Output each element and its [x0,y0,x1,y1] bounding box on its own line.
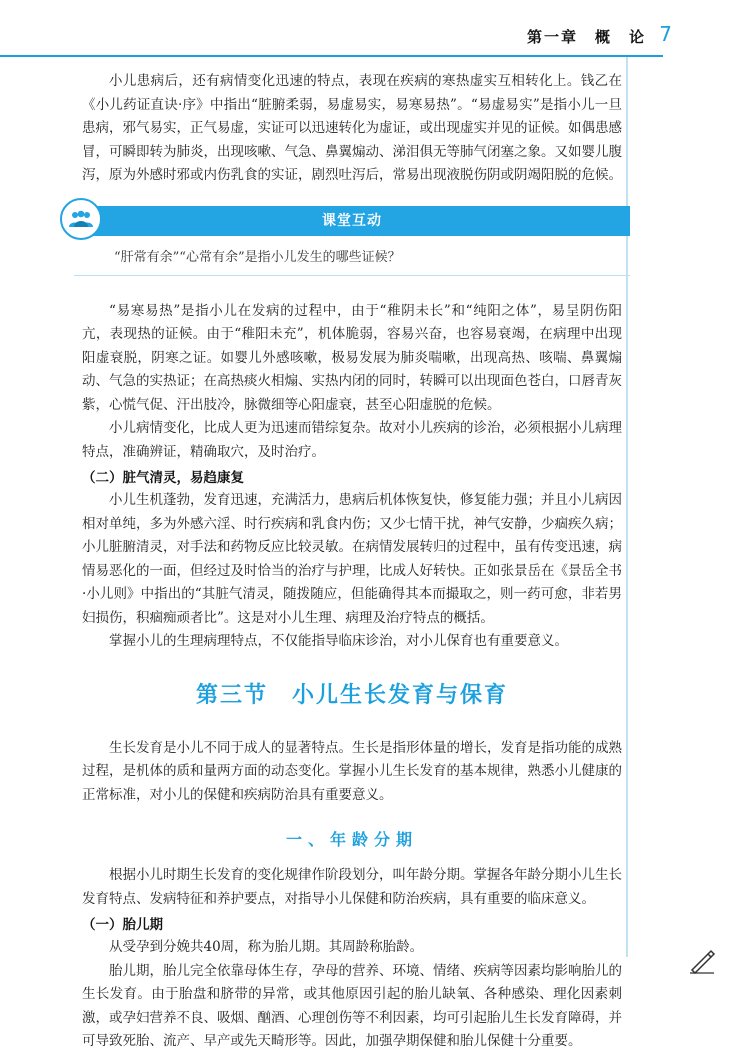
header-rule [0,55,663,57]
paragraph: 生长发育是小儿不同于成人的显著特点。生长是指形体量的增长，发育是指功能的成熟过程，是机体的质和量两方面的动态变化。掌握小儿生长发育的基本规律，熟悉小儿健康的正常标准，对小儿的保健和疾病防治具有重要意义。 [82,739,622,803]
box-title: 课堂互动 [322,212,382,229]
box-question: “肝常有余”“心常有余”是指小儿发生的哪些证候？ [74,236,630,276]
subsection-title: 一、年龄分期 [285,830,418,849]
paragraph: 掌握小儿的生理病理特点，不仅能指导临床诊治，对小儿保育也有重要意义。 [109,633,568,649]
pen-note-icon [688,946,716,978]
classroom-interaction-box [74,206,630,276]
subsection-heading: （一）胎儿期 [82,917,163,933]
margin-rule [626,57,628,957]
paragraph: 胎儿期，胎儿完全依靠母体生存，孕母的营养、环境、情绪、疾病等因素均影响胎儿的生长发育。由于胎盘和脐带的异常，或其他原因引起的胎儿缺氧、各种感染、理化因素刺激，或孕妇营养不良、吸烟、酗酒、心理创伤等不利因素，均可引起胎儿生长发育障碍，并可导致死胎、流产、早产或先天畸形等。因此，加强孕期保健和胎儿保健十分重要。 [82,962,622,1049]
box-title-bar [74,206,630,236]
paragraph: 从受孕到分娩共40周，称为胎儿期。其周龄称胎龄。 [109,939,424,955]
section-title: 第三节 小儿生长发育与保育 [195,682,508,708]
subsection-heading: （二）脏气清灵，易趋康复 [82,470,244,486]
page-header [0,0,730,60]
page-number: 7 [659,22,672,46]
page-content [82,70,622,1054]
people-group-icon [60,198,102,240]
intro-paragraph: 小儿患病后，还有病情变化迅速的特点，表现在疾病的寒热虚实互相转化上。钱乙在《小儿药证直诀·序》中指出“脏腑柔弱，易虚易实，易寒易热”。“易虚易实”是指小儿一旦患病，邪气易实，正气易虚，实证可以迅速转化为虚证，或出现虚实并见的证候。如偶患感冒，可瞬即转为肺炎，出现咳嗽、气急、鼻翼煽动、涕泪俱无等肺气闭塞之象。又如婴儿腹泻，原为外感时邪或内伤乳食的实证，剧烈吐泻后，常易出现液脱伤阴或阴竭阳脱的危候。 [82,73,622,183]
paragraph: “易寒易热”是指小儿在发病的过程中，由于“稚阴未长”和“纯阳之体”，易呈阴伤阳亢，表现热的证候。由于“稚阳未充”，机体脆弱，容易兴奋，也容易衰竭，在病理中出现阳虚衰脱，阴寒之证。如婴儿外感咳嗽，极易发展为肺炎喘嗽，出现高热、咳喘、鼻翼煽动、气急的实热证；在高热痰火相煽、实热内闭的同时，转瞬可以出现面色苍白，口唇青灰紫，心慌气促、汗出肢冷，脉微细等心阳虚衰，甚至心阳虚脱的危候。 [82,302,622,413]
paragraph: 根据小儿时期生长发育的变化规律作阶段划分，叫年龄分期。掌握各年龄分期小儿生长发育特点、发病特征和养护要点，对指导小儿保健和防治疾病，具有重要的临床意义。 [82,867,622,907]
paragraph: 小儿病情变化，比成人更为迅速而错综复杂。故对小儿疾病的诊治，必须根据小儿病理特点，准确辨证，精确取穴，及时治疗。 [82,420,622,460]
paragraph: 小儿生机蓬勃，发育迅速，充满活力，患病后机体恢复快，修复能力强；并且小儿病因相对单纯，多为外感六淫、时行疾病和乳食内伤；又少七情干扰，神气安静，少痼疾久病；小儿脏腑清灵，对手法和药物反应比较灵敏。在病情发展转归的过程中，虽有传变迅速，病情易恶化的一面，但经过及时恰当的治疗与护理，比成人好转快。正如张景岳在《景岳全书·小儿则》中指出的“其脏气清灵，随拨随应，但能确得其本而撮取之，则一药可愈，非若男妇损伤，积痼痴顽者比”。这是对小儿生理、病理及治疗特点的概括。 [82,492,622,626]
chapter-title: 第一章 概 论 [526,28,646,46]
